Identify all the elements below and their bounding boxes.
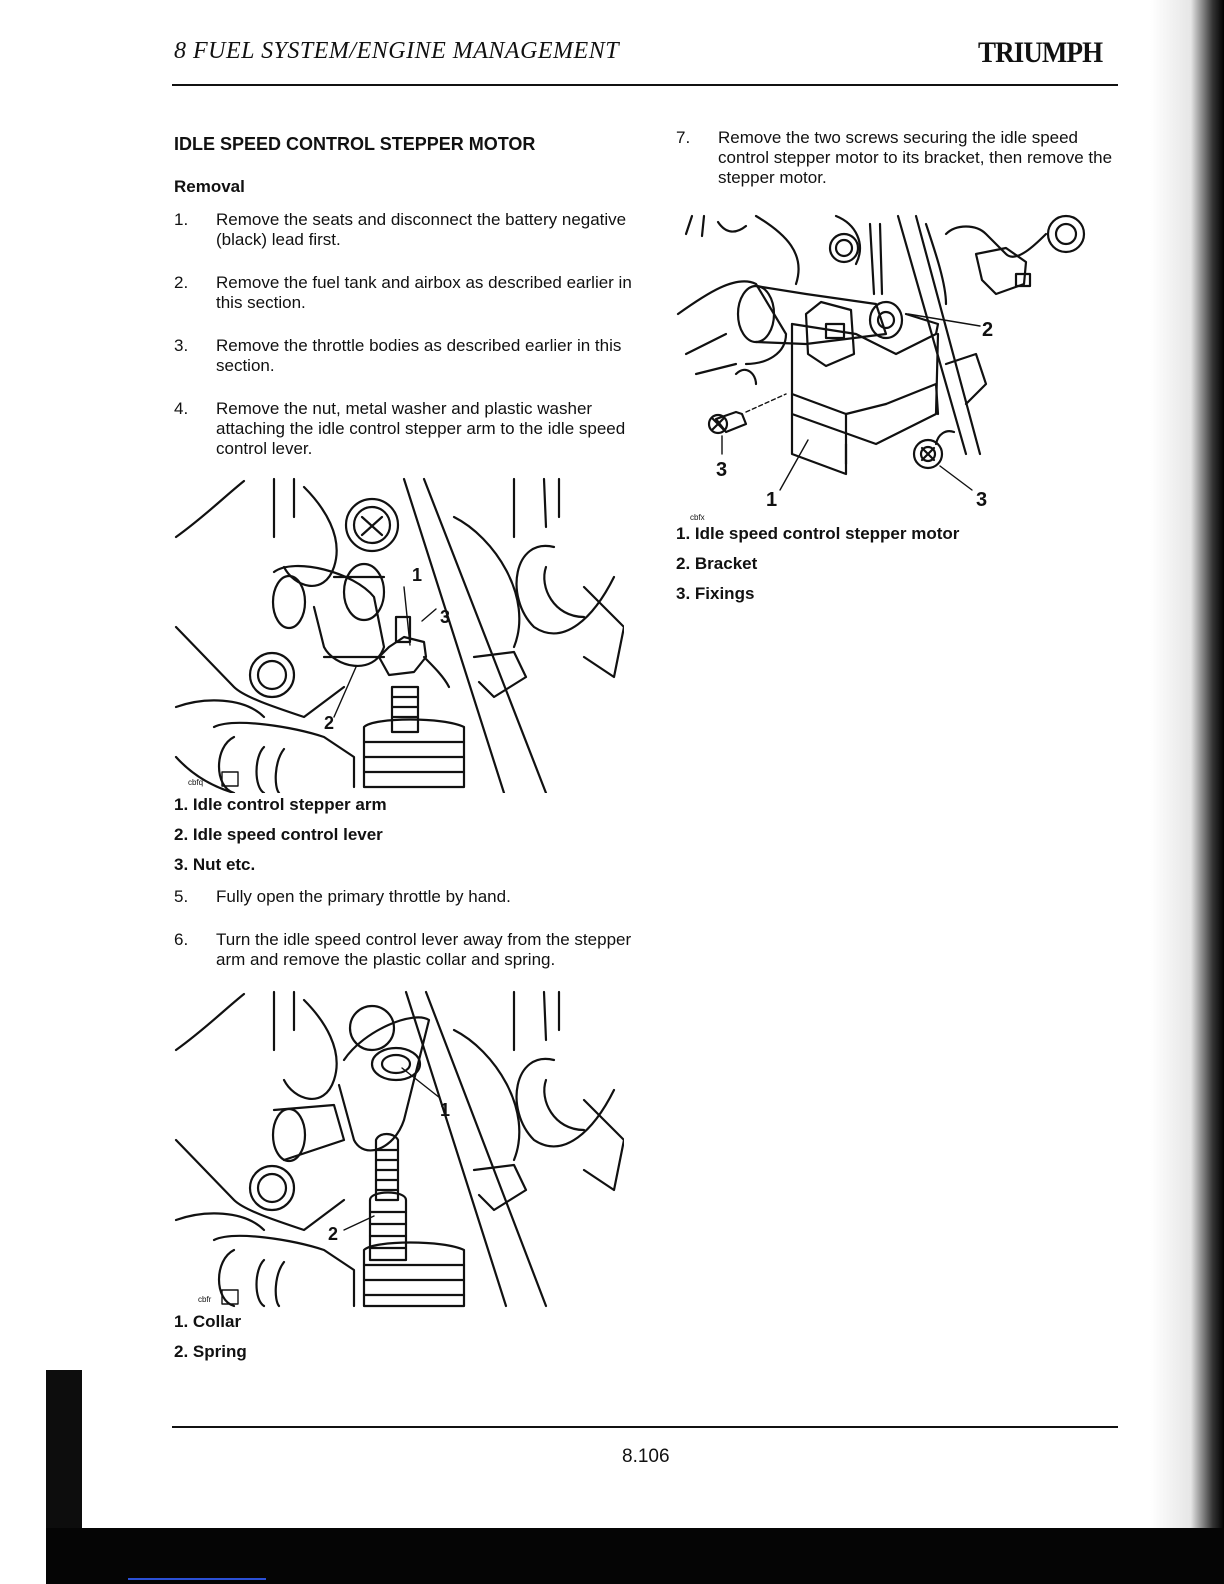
step-number: 7. (676, 128, 691, 147)
figure-3-captions (676, 524, 1126, 604)
step-text: Remove the nut, metal washer and plastic washer attaching the idle control stepper arm to the idle speed control lever. (216, 399, 626, 458)
page-header-title: 8 FUEL SYSTEM/ENGINE MANAGEMENT (174, 38, 620, 64)
step-number: 2. (174, 273, 189, 292)
footer-rule (172, 1426, 1118, 1428)
step-number: 4. (174, 399, 189, 418)
step-number: 5. (174, 887, 189, 906)
scan-edge-shadow (1150, 0, 1224, 1584)
figure-2-captions (174, 1312, 634, 1362)
header-rule (172, 84, 1118, 86)
figure-2-callout-2: 2 (328, 1224, 339, 1244)
figure-collar-spring-drawing (174, 990, 624, 1310)
section-heading: IDLE SPEED CONTROL STEPPER MOTOR (174, 134, 536, 154)
figure-3-callout-3-right: 3 (976, 489, 988, 511)
figure-2-caption-1: 1. Collar (174, 1312, 242, 1331)
step-text: Remove the two screws securing the idle speed control stepper motor to its bracket, then remove the stepper motor. (718, 128, 1113, 187)
figure-3-caption-1: 1. Idle speed control stepper motor (676, 524, 960, 543)
step-text: Remove the fuel tank and airbox as described earlier in this section. (216, 273, 632, 312)
figure-1-caption-2: 2. Idle speed control lever (174, 825, 383, 844)
step-1 (174, 210, 634, 250)
step-text: Fully open the primary throttle by hand. (216, 887, 511, 906)
step-7 (676, 128, 1126, 188)
step-2 (174, 273, 634, 313)
right-column (676, 128, 1126, 616)
figure-3-callout-2: 2 (982, 319, 994, 341)
figure-2-code: cbfr (198, 1295, 212, 1304)
figure-3-callout-1: 1 (766, 489, 778, 511)
figure-2-callout-1: 1 (440, 1100, 451, 1120)
figure-stepper-motor (676, 214, 1096, 522)
step-number: 6. (174, 930, 189, 949)
page-number: 8.106 (622, 1446, 670, 1467)
left-column (174, 134, 634, 1374)
figure-stepper-arm (174, 477, 624, 793)
step-text: Remove the throttle bodies as described earlier in this section. (216, 336, 622, 375)
figure-3-code: cbfx (690, 513, 705, 522)
step-number: 3. (174, 336, 189, 355)
figure-collar-spring (174, 990, 624, 1310)
figure-1-caption-3: 3. Nut etc. (174, 855, 256, 874)
figure-1-callout-3: 3 (440, 607, 451, 627)
figure-1-callout-2: 2 (324, 713, 335, 733)
step-text: Remove the seats and disconnect the battery negative (black) lead first. (216, 210, 627, 249)
triumph-logo: TRIUMPH (978, 36, 1103, 69)
figure-stepper-motor-drawing (676, 214, 1096, 522)
figure-stepper-arm-drawing (174, 477, 624, 793)
figure-1-caption-1: 1. Idle control stepper arm (174, 795, 387, 814)
figure-1-callout-1: 1 (412, 565, 423, 585)
subsection-heading: Removal (174, 177, 245, 196)
figure-3-caption-3: 3. Fixings (676, 584, 755, 603)
figure-2-caption-2: 2. Spring (174, 1342, 247, 1361)
figure-3-caption-2: 2. Bracket (676, 554, 758, 573)
step-6 (174, 930, 634, 970)
figure-3-callout-3-left: 3 (716, 459, 728, 481)
figure-1-captions (174, 795, 634, 875)
scan-link-underline (128, 1578, 266, 1580)
step-text: Turn the idle speed control lever away from the stepper arm and remove the plastic collar and spring. (216, 930, 632, 969)
scan-bottom-shadow (46, 1528, 1224, 1584)
figure-1-code: cbfq (188, 778, 204, 787)
step-3 (174, 336, 634, 376)
step-5 (174, 887, 634, 907)
step-4 (174, 399, 634, 459)
step-number: 1. (174, 210, 189, 229)
